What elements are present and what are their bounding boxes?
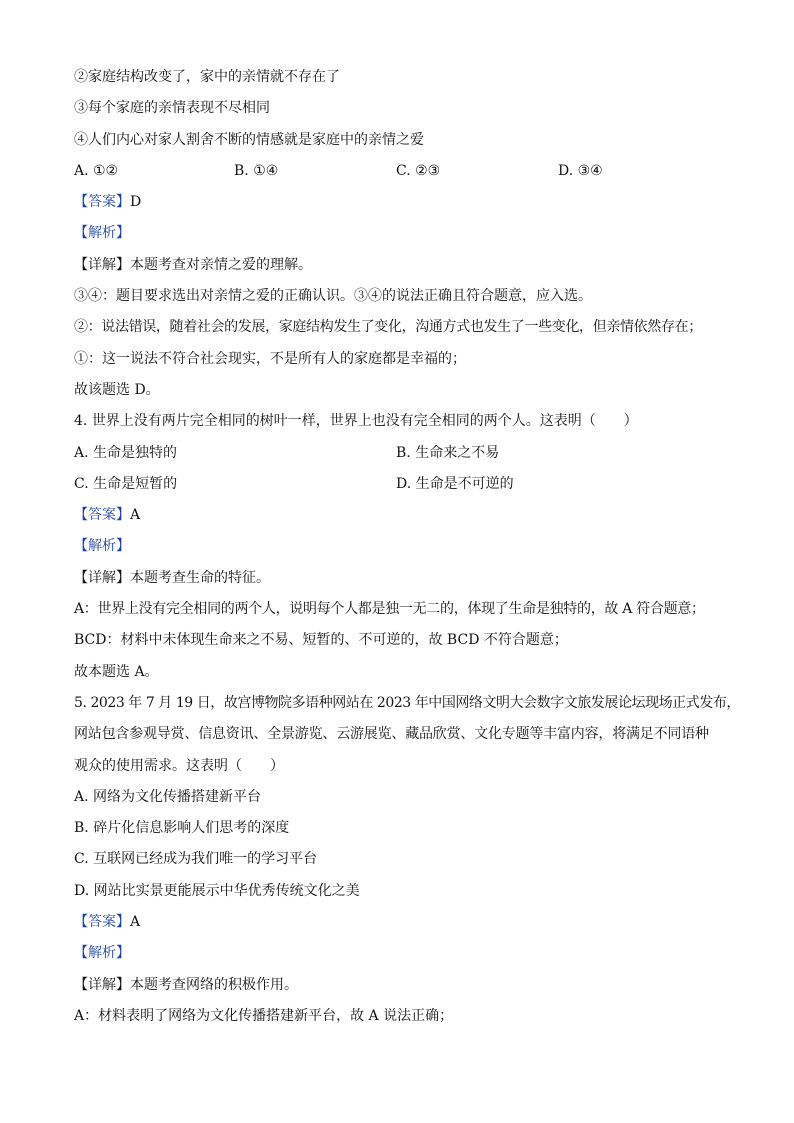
q3-option-d: D. ③④ [558, 162, 603, 179]
analysis-tag: 【解析】 [74, 225, 130, 242]
q5-analysis [74, 938, 734, 969]
q4-option-c: C. 生命是短暂的 [74, 475, 178, 492]
q3-answer [74, 187, 734, 218]
answer-tag: 【答案】 [74, 507, 130, 524]
q4-explanation-line: BCD：材料中未体现生命来之不易、短暂的、不可逆的，故 BCD 不符合题意； [74, 632, 568, 649]
q3-detail [74, 250, 734, 281]
answer-tag: 【答案】 [74, 914, 130, 931]
q4-answer [74, 500, 734, 531]
q4-options-row-1 [74, 438, 734, 469]
q5-answer [74, 907, 734, 938]
analysis-tag: 【解析】 [74, 538, 130, 555]
q3-item-3: ③每个家庭的亲情表现不尽相同 [74, 100, 270, 117]
answer-value: A [130, 914, 141, 931]
detail-tag: 【详解】 [74, 256, 130, 273]
detail-tag: 【详解】 [74, 976, 130, 993]
q3-item-4: ④人们内心对家人割舍不断的情感就是家庭中的亲情之爱 [74, 131, 424, 148]
q4-analysis [74, 531, 734, 562]
q3-explanation-line: ②：说法错误，随着社会的发展，家庭结构发生了变化，沟通方式也发生了一些变化，但亲情依然存在； [74, 319, 702, 336]
q3-item-2: ②家庭结构改变了，家中的亲情就不存在了 [74, 69, 340, 85]
q3-conclusion: 故该题选 D。 [74, 381, 160, 398]
q3-options [74, 156, 734, 187]
q5-option-d: D. 网站比实景更能展示中华优秀传统文化之美 [74, 882, 360, 899]
q3-option-a: A. ①② [74, 162, 119, 179]
q3-explanation-line: ①：这一说法不符合社会现实，不是所有人的家庭都是幸福的； [74, 350, 466, 367]
document-page [74, 62, 740, 1032]
q4-option-d: D. 生命是不可逆的 [396, 475, 514, 492]
q4-options-row-2 [74, 469, 734, 500]
q4-explanation-line: A：世界上没有完全相同的两个人，说明每个人都是独一无二的，体现了生命是独特的，故 A 符合题意； [74, 601, 705, 618]
q5-option-b: B. 碎片化信息影响人们思考的深度 [74, 820, 290, 837]
q3-explanation-line: ③④：题目要求选出对亲情之爱的正确认识。③④的说法正确且符合题意，应入选。 [74, 288, 592, 305]
q5-stem-line: 网站包含参观导赏、信息资讯、全景游览、云游展览、藏品欣赏、文化专题等丰富内容，将满足不同语种 [74, 726, 709, 743]
answer-value: A [130, 507, 141, 524]
detail-text: 本题考查生命的特征。 [130, 569, 270, 586]
q4-conclusion: 故本题选 A。 [74, 663, 159, 680]
answer-tag: 【答案】 [74, 194, 130, 211]
q4-option-a: A. 生命是独特的 [74, 444, 178, 461]
q5-option-a: A. 网络为文化传播搭建新平台 [74, 788, 262, 805]
detail-tag: 【详解】 [74, 569, 130, 586]
q5-explanation-line: A：材料表明了网络为文化传播搭建新平台，故 A 说法正确； [74, 1007, 454, 1024]
detail-text: 本题考查网络的积极作用。 [130, 976, 298, 993]
q5-detail [74, 970, 734, 1001]
analysis-tag: 【解析】 [74, 945, 130, 962]
q5-stem-line: 5. 2023 年 7 月 19 日，故宫博物院多语种网站在 2023 年中国网络文明大会数字文旅发展论坛现场正式发布， [74, 694, 740, 711]
q5-stem-line: 观众的使用需求。这表明（ ） [74, 757, 284, 774]
q4-detail [74, 563, 734, 594]
q4-stem: 4. 世界上没有两片完全相同的树叶一样，世界上也没有完全相同的两个人。这表明（ ） [74, 413, 638, 430]
detail-text: 本题考查对亲情之爱的理解。 [130, 256, 312, 273]
q3-option-b: B. ①④ [234, 162, 279, 179]
q4-option-b: B. 生命来之不易 [396, 444, 500, 461]
q3-option-c: C. ②③ [396, 162, 441, 179]
q5-option-c: C. 互联网已经成为我们唯一的学习平台 [74, 851, 318, 868]
answer-value: D [130, 194, 142, 211]
q3-analysis [74, 218, 734, 249]
